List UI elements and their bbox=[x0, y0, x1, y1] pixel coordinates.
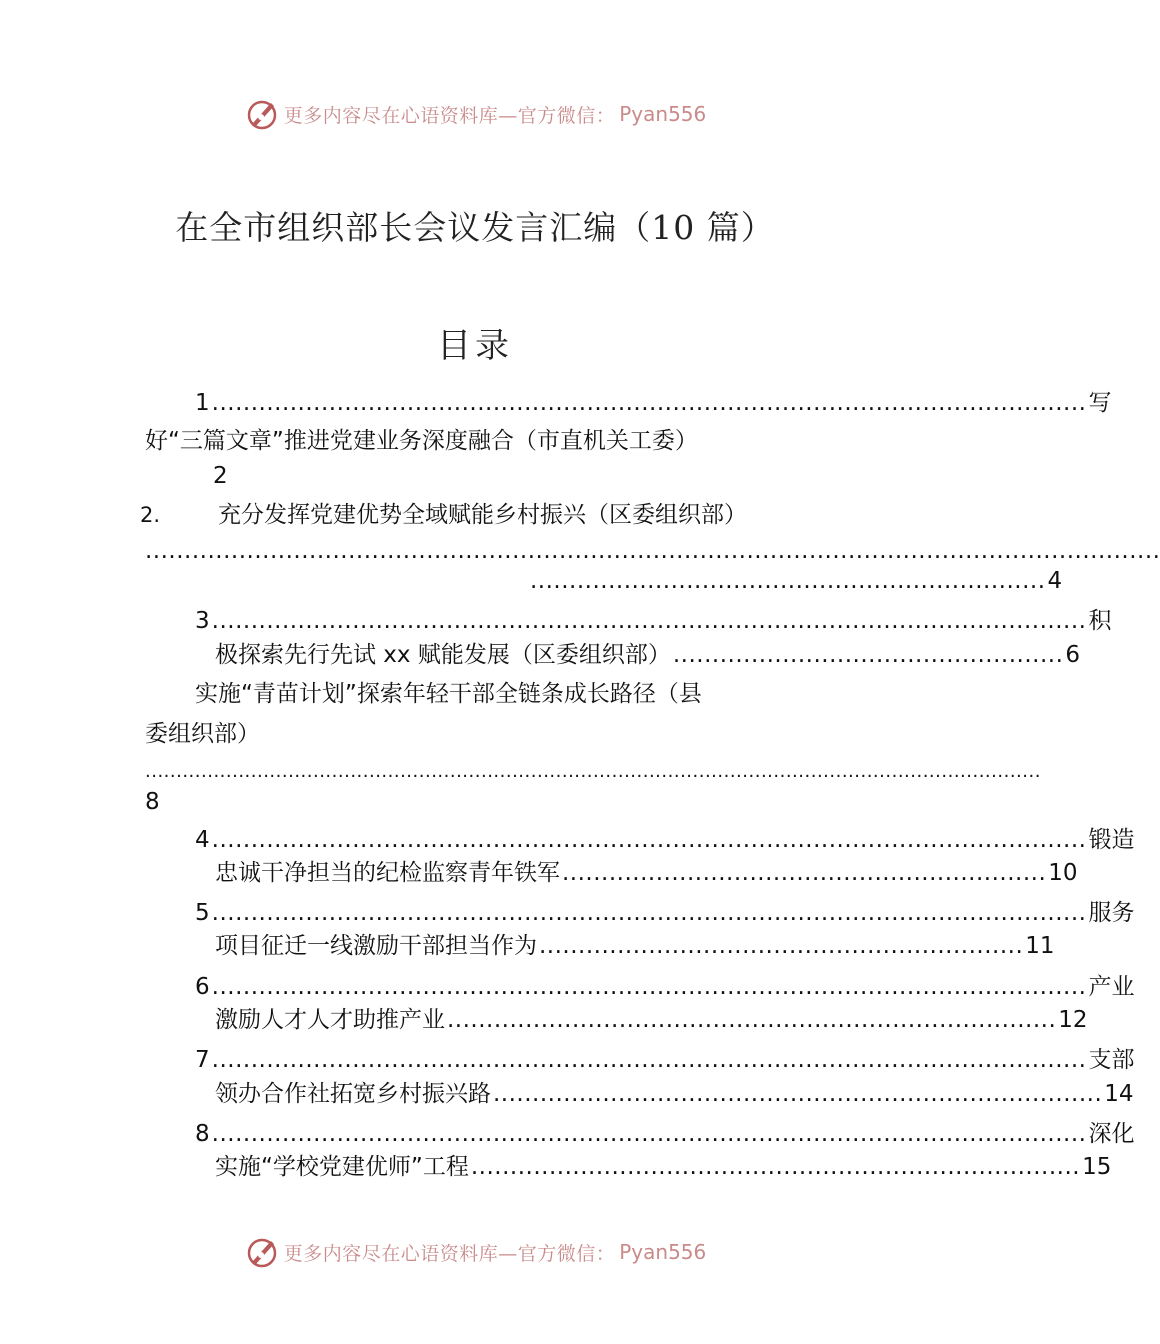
toc-entry-head: 支部 bbox=[1088, 1047, 1135, 1073]
leader-dots: .................................................................. bbox=[530, 568, 1046, 594]
leader-dots: .................................................................................................................................. bbox=[145, 538, 1160, 564]
toc-entry-4-line[interactable] bbox=[215, 858, 1078, 888]
leader-dots: ................................................................................................................ bbox=[211, 974, 1087, 1000]
leader-dots: ................................................................................................................ bbox=[211, 1047, 1087, 1073]
toc-page-row bbox=[530, 566, 1063, 596]
toc-entry-text[interactable]: 好“三篇文章”推进党建业务深度融合（市直机关工委） bbox=[145, 428, 698, 454]
pen-seal-icon bbox=[244, 1234, 280, 1270]
watermark-id: Pyan556 bbox=[619, 1240, 707, 1264]
toc-entry-text: 项目征迁一线激励干部担当作为 bbox=[215, 933, 537, 959]
toc-entry-head: 产业 bbox=[1088, 974, 1135, 1000]
toc-entry-head: 积 bbox=[1088, 608, 1112, 634]
toc-entry-number: 8 bbox=[195, 1121, 210, 1147]
toc-entry-3[interactable] bbox=[195, 606, 1112, 636]
watermark-id: Pyan556 bbox=[619, 102, 707, 126]
toc-entry-number: 1 bbox=[195, 390, 210, 416]
toc-entry-text: 极探索先行先试 xx 赋能发展（区委组织部） bbox=[215, 642, 671, 668]
leader-dots: ................................................................................................................ bbox=[211, 827, 1087, 853]
toc-page-number: 8 bbox=[145, 789, 160, 815]
toc-entry-4[interactable] bbox=[195, 825, 1135, 855]
toc-entry-number: 7 bbox=[195, 1047, 210, 1073]
toc-entry-number: 6 bbox=[195, 974, 210, 1000]
document-title: 在全市组织部长会议发言汇编（10 篇） bbox=[175, 208, 775, 247]
toc-entry-head: 写 bbox=[1088, 390, 1112, 416]
toc-entry-7-line[interactable] bbox=[215, 1079, 1134, 1109]
toc-entry-text: 实施“学校党建优师”工程 bbox=[215, 1154, 469, 1180]
toc-entry-text: 忠诚干净担当的纪检监察青年铁军 bbox=[215, 860, 560, 886]
leader-dots: .............................................................................. bbox=[470, 1154, 1081, 1180]
toc-entry-head: 服务 bbox=[1088, 900, 1135, 926]
toc-entry-8[interactable] bbox=[195, 1119, 1135, 1149]
toc-entry-8-line[interactable] bbox=[215, 1152, 1112, 1182]
toc-entry-1[interactable] bbox=[195, 388, 1112, 418]
toc-page-number: 4 bbox=[1047, 568, 1063, 594]
toc-entry-5[interactable] bbox=[195, 898, 1135, 928]
toc-entry-text[interactable]: 实施“青苗计划”探索年轻干部全链条成长路径（县 bbox=[195, 681, 702, 707]
leader-dots: .............................................................................. bbox=[447, 1007, 1057, 1033]
toc-entry-7[interactable] bbox=[195, 1045, 1135, 1075]
toc-entry-number: 5 bbox=[195, 900, 210, 926]
toc-page-number: 12 bbox=[1058, 1007, 1088, 1033]
toc-page-number: 2 bbox=[213, 463, 228, 489]
toc-entry-text[interactable]: 充分发挥党建优势全域赋能乡村振兴（区委组织部） bbox=[218, 502, 747, 528]
toc-entry-head: 锻造 bbox=[1088, 827, 1135, 853]
watermark-footer bbox=[0, 1232, 950, 1272]
leader-dots: .................................................. bbox=[672, 642, 1064, 668]
pen-seal-icon bbox=[244, 96, 280, 132]
toc-page-number: 10 bbox=[1048, 860, 1078, 886]
leader-dots: .............................................................. bbox=[562, 860, 1047, 886]
leader-dots: ................................................................................................................ bbox=[211, 1121, 1087, 1147]
leader-dots: ................................................................................................................................................ bbox=[145, 761, 1041, 782]
leader-dots: ................................................................................................................ bbox=[211, 608, 1087, 634]
toc-heading: 目录 bbox=[437, 326, 513, 366]
toc-page-number: 11 bbox=[1025, 933, 1055, 959]
toc-entry-6[interactable] bbox=[195, 972, 1135, 1002]
toc-entry-3-line[interactable] bbox=[215, 640, 1081, 670]
toc-entry-text: 激励人才人才助推产业 bbox=[215, 1007, 445, 1033]
toc-entry-number: 2. bbox=[140, 503, 161, 527]
toc-entry-text-cont[interactable]: 委组织部） bbox=[145, 721, 260, 747]
toc-entry-6-line[interactable] bbox=[215, 1005, 1088, 1035]
watermark-text: 更多内容尽在心语资料库—官方微信： bbox=[283, 1242, 616, 1265]
leader-dots: .............................................................. bbox=[539, 933, 1024, 959]
leader-dots: ................................................................................................................ bbox=[211, 390, 1087, 416]
toc-entry-5-line[interactable] bbox=[215, 931, 1055, 961]
toc-entry-number: 3 bbox=[195, 608, 210, 634]
leader-dots: ................................................................................................................ bbox=[211, 900, 1087, 926]
toc-page-number: 15 bbox=[1082, 1154, 1112, 1180]
leader-dots: .............................................................................. bbox=[493, 1081, 1103, 1107]
toc-entry-number: 4 bbox=[195, 827, 210, 853]
watermark-header bbox=[0, 94, 950, 134]
toc-entry-head: 深化 bbox=[1088, 1121, 1135, 1147]
watermark-text: 更多内容尽在心语资料库—官方微信： bbox=[283, 104, 616, 127]
toc-page-number: 6 bbox=[1065, 642, 1081, 668]
toc-entry-text: 领办合作社拓宽乡村振兴路 bbox=[215, 1081, 491, 1107]
toc-page-number: 14 bbox=[1104, 1081, 1134, 1107]
